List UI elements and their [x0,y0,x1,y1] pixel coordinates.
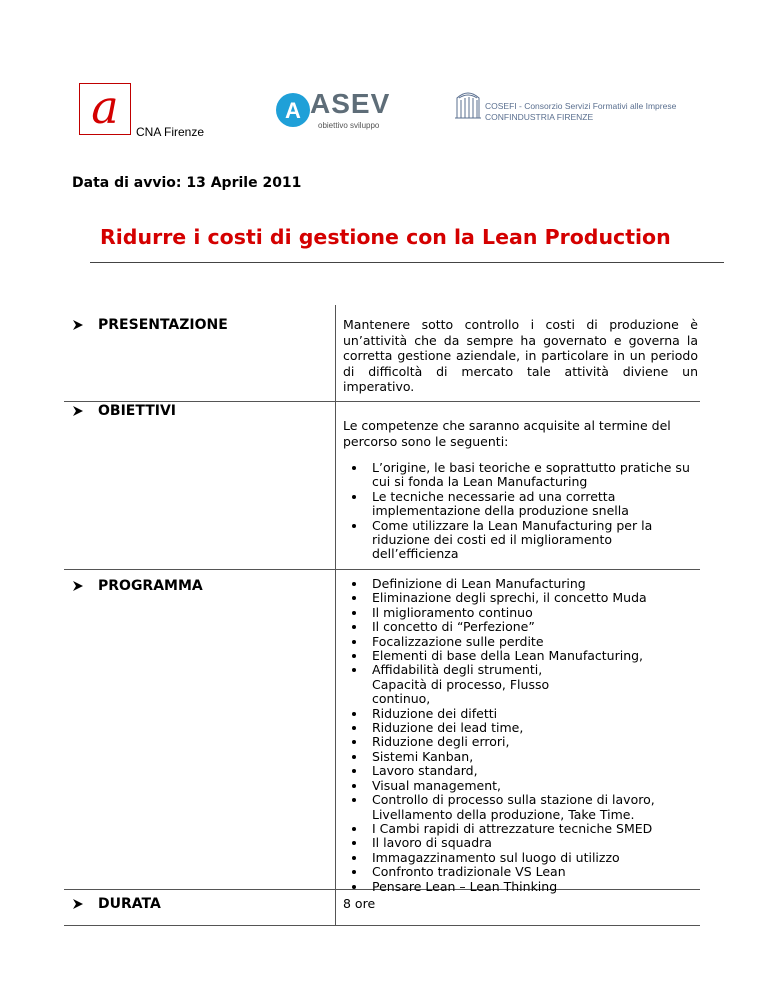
section-label-presentazione [72,317,228,333]
arrow-bullet-icon [72,580,84,592]
list-item: Il lavoro di squadra [350,836,710,850]
cosefi-logo-line1: COSEFI - Consorzio Servizi Formativi alle Imprese [485,101,677,111]
list-item: Lavoro standard, [350,764,710,778]
list-item: Eliminazione degli sprechi, il concetto Muda [350,591,710,605]
durata-text: 8 ore [343,896,376,911]
list-item: Elementi di base della Lean Manufacturing, [350,649,710,663]
list-item: Riduzione dei difetti [350,707,710,721]
cna-logo-name: CNA Firenze [136,125,205,139]
section-label-text: PRESENTAZIONE [98,317,228,333]
arrow-bullet-icon [72,319,84,331]
list-item: Affidabilità degli strumenti, Capacità di processo, Flusso continuo, [350,663,592,706]
programma-list [350,577,710,894]
list-item: I Cambi rapidi di attrezzature tecniche SMED [350,822,710,836]
list-item: Controllo di processo sulla stazione di lavoro, Livellamento della produzione, Take Time. [350,793,702,822]
row-divider-obiettivi [64,569,700,570]
row-divider-presentazione [64,401,700,402]
section-label-programma [72,578,203,594]
list-item: L’origine, le basi teoriche e soprattutto pratiche su cui si fonda la Lean Manufacturing [350,461,700,490]
list-item: Focalizzazione sulle perdite [350,635,710,649]
list-item: Come utilizzare la Lean Manufacturing per la riduzione dei costi ed il miglioramento dell’efficienza [350,519,700,562]
cna-logo-glyph: a [91,80,119,134]
confindustria-emblem-icon [453,88,483,122]
section-label-text: PROGRAMMA [98,578,203,594]
list-item: Definizione di Lean Manufacturing [350,577,710,591]
title-divider [90,262,724,263]
cosefi-logo-line2: CONFINDUSTRIA FIRENZE [485,112,594,122]
course-title: Ridurre i costi di gestione con la Lean Production [100,225,671,249]
cna-logo-box [79,80,131,135]
asev-logo-tagline: obiettivo sviluppo [318,121,380,130]
list-item: Riduzione dei lead time, [350,721,710,735]
section-label-obiettivi [72,403,176,419]
list-item: Riduzione degli errori, [350,735,710,749]
cosefi-confindustria-logo [453,88,677,128]
section-label-text: OBIETTIVI [98,403,177,419]
row-divider-durata [64,925,700,926]
list-item: Confronto tradizionale VS Lean [350,865,710,879]
list-item: Il miglioramento continuo [350,606,710,620]
arrow-bullet-icon [72,898,84,910]
table-column-divider [335,305,336,925]
list-item: Pensare Lean – Lean Thinking [350,880,710,894]
list-item: Visual management, [350,779,710,793]
obiettivi-intro: Le competenze che saranno acquisite al termine del percorso sono le seguenti: [343,418,671,449]
asev-logo-name: ASEV [310,88,391,119]
list-item: Sistemi Kanban, [350,750,710,764]
svg-text:A: A [285,98,301,123]
list-item: Immagazzinamento sul luogo di utilizzo [350,851,710,865]
obiettivi-list [350,461,700,562]
presentazione-text: Mantenere sotto controllo i costi di produzione è un’attività che da sempre ha governato e governa la corretta gestione aziendale, in particolare in un periodo di difficoltà di mercato tale attività diviene un imperativo. [343,317,698,394]
asev-logo [260,80,410,140]
arrow-bullet-icon [72,405,84,417]
list-item: Il concetto di “Perfezione” [350,620,710,634]
start-date: Data di avvio: 13 Aprile 2011 [72,175,302,191]
section-label-durata [72,896,161,912]
list-item: Le tecniche necessarie ad una corretta implementazione della produzione snella [350,490,700,519]
section-label-text: DURATA [98,896,161,912]
